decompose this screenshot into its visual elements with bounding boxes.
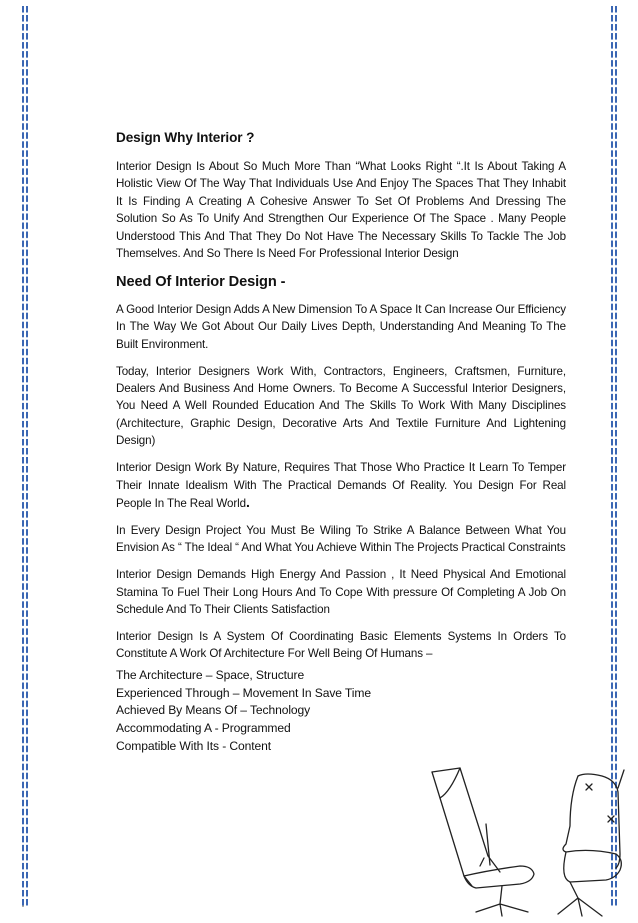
- list-item: Compatible With Its - Content: [116, 738, 272, 753]
- heading-design-why-interior: Design Why Interior ?: [116, 130, 255, 145]
- list-item: Achieved By Means Of – Technology: [116, 703, 311, 718]
- paragraph-3: [116, 459, 566, 512]
- chairs-sketch-illustration: [420, 766, 630, 918]
- paragraph-5: Interior Design Demands High Energy And Passion , It Need Physical And Emotional Stamina To Fuel Their Long Hours And To Cope With pressure Of Completing A Job On Schedule And To Their Clients Satisfaction: [116, 568, 566, 617]
- paragraph-3-period: .: [245, 494, 250, 510]
- paragraph-1: A Good Interior Design Adds A New Dimension To A Space It Can Increase Our Efficiency In The Way We Got About Our Daily Lives Depth, Understanding And Meaning To The Built Environment.: [116, 302, 566, 351]
- document-body: [116, 128, 566, 756]
- list-item: The Architecture – Space, Structure: [116, 667, 305, 682]
- paragraph-3-text: Interior Design Work By Nature, Requires That Those Who Practice It Learn To Temper Their Innate Idealism With The Practical Demands Of Reality. You Design For Real People In The Real World: [116, 461, 566, 510]
- intro-paragraph: Interior Design Is About So Much More Than “What Looks Right “.It Is About Taking A Holistic View Of The Way That Individuals Use And Enjoy The Spaces That They Inhabit It Is Finding A Creating A Cohesive Answer To Set Of Problems And Dressing The Solution So As To Unify And Strengthen Our Experience Of The Space . Many People Understood This And That They Do Not Have The Necessary Skills To Tackle The Job Themselves. And So There Is Need For Professional Interior Design: [116, 160, 566, 261]
- heading-need-of-interior-design: Need Of Interior Design -: [116, 273, 286, 290]
- architecture-list: [116, 667, 566, 756]
- list-item: Accommodating A - Programmed: [116, 721, 291, 736]
- footer-mark: ": [22, 906, 25, 912]
- list-item: Experienced Through – Movement In Save Time: [116, 685, 371, 700]
- paragraph-2: Today, Interior Designers Work With, Contractors, Engineers, Craftsmen, Furniture, Dealers And Business And Home Owners. To Become A Successful Interior Designers, You Need A Well Rounded Education And The Skills To Work With Many Disciplines (Architecture, Graphic Design, Decorative Arts And Textile Furniture And Lightening Design): [116, 364, 566, 448]
- left-border-ornament: [20, 6, 30, 908]
- paragraph-4: In Every Design Project You Must Be Wiling To Strike A Balance Between What You Envision As “ The Ideal “ And What You Achieve Within The Projects Practical Constraints: [116, 523, 566, 555]
- paragraph-6: Interior Design Is A System Of Coordinating Basic Elements Systems In Orders To Constitute A Work Of Architecture For Well Being Of Humans –: [116, 629, 566, 661]
